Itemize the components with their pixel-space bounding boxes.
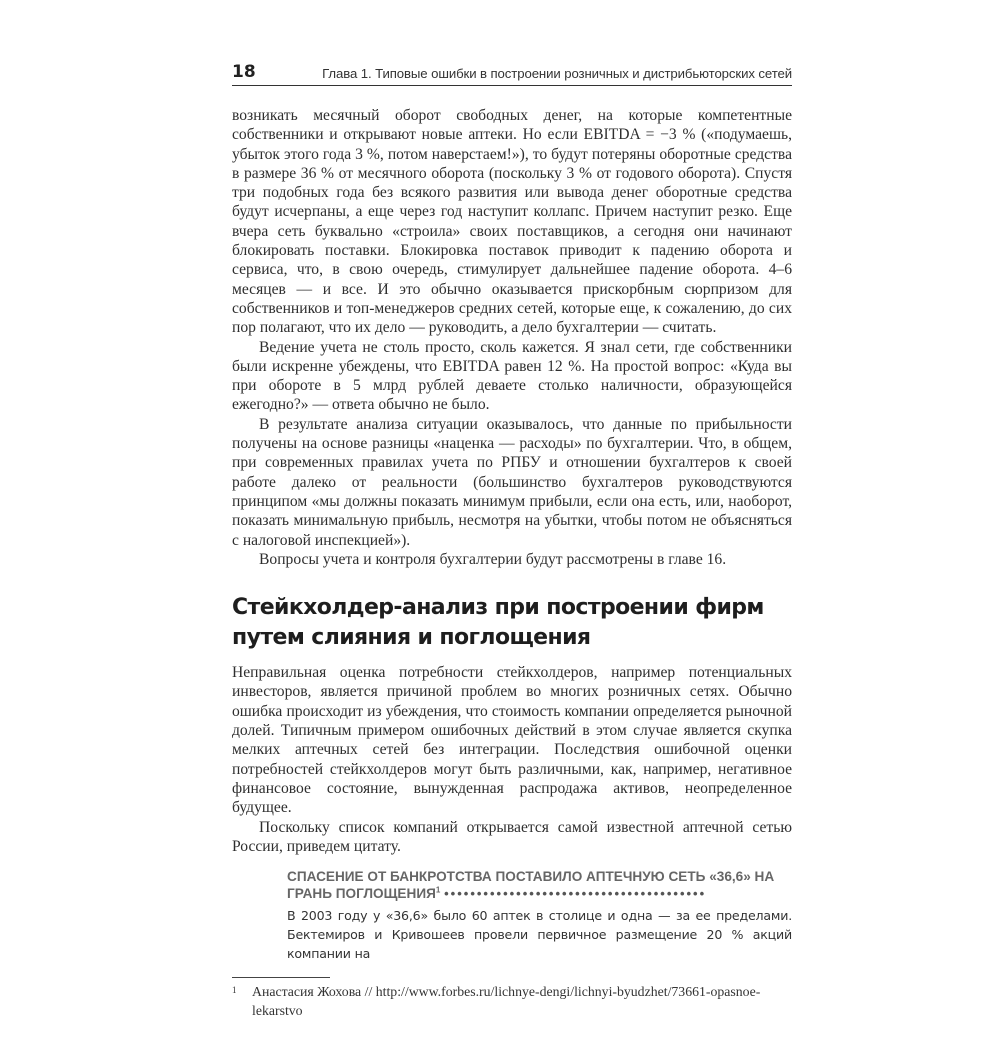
quote-title — [287, 868, 792, 902]
paragraph: возникать месячный оборот свободных денег, на которые компетентные собственники и открывают новые аптеки. Но если EBITDA = −3 % («подумаешь, убыток этого года 3 %, потом наверстаем!»), то будут потеряны оборотные средства в размере 36 % от месячного оборота (поскольку 3 % от годового оборота). Спустя три подобных года без всякого развития или вывода денег оборотные средства будут исчерпаны, а еще через год наступит коллапс. Причем наступит резко. Еще вчера сеть буквально «строила» своих поставщиков, а сегодня они начинают блокировать поставки. Блокировка поставок приводит к падению оборота и сервиса, что, в свою очередь, стимулирует дальнейшее падение оборота. 4–6 месяцев — и все. И это обычно оказывается прискорбным сюрпризом для собственников и топ-менеджеров средних сетей, которые еще, к сожалению, до сих пор полагают, что их дело — руководить, а дело бухгалтерии — считать. — [232, 107, 792, 337]
chapter-title: Глава 1. Типовые ошибки в построении розничных и дистрибьюторских сетей — [322, 66, 792, 81]
paragraph: Поскольку список компаний открывается самой известной аптечной сетью России, приведем цитату. — [232, 818, 792, 855]
paragraph: Ведение учета не столь просто, сколь кажется. Я знал сети, где собственники были искренне убеждены, что EBITDA равен 12 %. На простой вопрос: «Куда вы при обороте в 5 млрд рублей деваете столько наличности, образующейся ежегодно?» — ответа обычно не было. — [232, 338, 792, 414]
paragraph: Вопросы учета и контроля бухгалтерии будут рассмотрены в главе 16. — [259, 550, 727, 568]
footnote-mark: 1 — [232, 985, 237, 996]
paragraph: В результате анализа ситуации оказывалось, что данные по прибыльности получены на основе разницы «наценка — расходы» по бухгалтерии. Что, в общем, при современных правилах учета по РПБУ и отношении бухгалтеров к своей работе далеко от реальности (большинство бухгалтеров руководствуются принципом «мы должны показать минимум прибыли, если она есть, или, наоборот, показать минимальную прибыль, несмотря на убытки, чтобы потом не объясняться с налоговой инспекцией»). — [232, 415, 792, 549]
running-header — [232, 58, 792, 86]
page-number: 18 — [232, 62, 256, 82]
footnote-divider — [232, 977, 330, 978]
paragraph: Неправильная оценка потребности стейкхолдеров, например потенциальных инвесторов, является причиной проблем во многих розничных сетях. Обычно ошибка происходит из убеждения, что стоимость компании определяется рыночной долей. Типичным примером ошибочных действий в этом случае является скупка мелких аптечных сетей без интеграции. Последствия ошибочной оценки потребностей стейкхолдеров могут быть различными, как, например, негативное финансовое состояние, вынужденная распродажа активов, неопределенное будущее. — [232, 664, 792, 817]
body-text-before — [232, 106, 792, 569]
footnote-text: Анастасия Жохова // http://www.forbes.ru/lichnye-dengi/lichnyi-byudzhet/73661-opasnoe-lekarstvo — [252, 984, 761, 1019]
footnote — [232, 982, 792, 1040]
body-text-after — [232, 663, 792, 856]
quote-text: В 2003 году у «36,6» было 60 аптек в столице и одна — за ее пределами. Бектемиров и Кривошеев провели первичное размещение 20 % акций компании на — [287, 908, 792, 962]
quote-box — [287, 868, 792, 963]
dotted-leader: •••••••••••••••••••••••••••••••••••••••• — [444, 886, 707, 902]
quote-title-text: СПАСЕНИЕ ОТ БАНКРОТСТВА ПОСТАВИЛО АПТЕЧНУЮ СЕТЬ «36,6» НА ГРАНЬ ПОГЛОЩЕНИЯ — [287, 869, 775, 902]
footnote-reference[interactable]: 1 — [435, 885, 441, 895]
book-page — [232, 0, 792, 1040]
section-heading: Стейкхолдер-анализ при построении фирм путем слияния и поглощения — [232, 595, 764, 651]
